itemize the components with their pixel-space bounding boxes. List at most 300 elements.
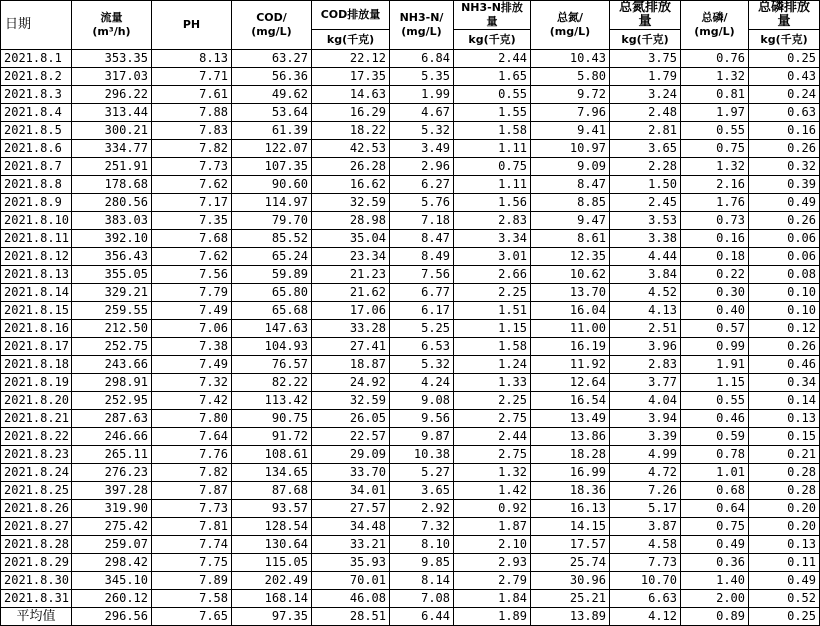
cell-nh3-load: 1.15 xyxy=(454,320,531,338)
average-nh3: 6.44 xyxy=(390,608,454,626)
cell-ph: 7.35 xyxy=(152,212,232,230)
cell-date: 2021.8.2 xyxy=(1,68,72,86)
cell-tn: 11.00 xyxy=(531,320,610,338)
cell-nh3: 1.99 xyxy=(390,86,454,104)
average-ph: 7.65 xyxy=(152,608,232,626)
cell-nh3-load: 1.84 xyxy=(454,590,531,608)
table-row xyxy=(1,302,820,320)
cell-nh3: 3.49 xyxy=(390,140,454,158)
cell-ph: 7.58 xyxy=(152,590,232,608)
cell-ph: 7.49 xyxy=(152,302,232,320)
cell-cod: 115.05 xyxy=(232,554,312,572)
average-cod-load: 28.51 xyxy=(312,608,390,626)
cell-nh3: 10.38 xyxy=(390,446,454,464)
table-row xyxy=(1,428,820,446)
cell-flow: 260.12 xyxy=(72,590,152,608)
cell-cod-load: 29.09 xyxy=(312,446,390,464)
cell-nh3-load: 2.25 xyxy=(454,284,531,302)
cell-cod: 128.54 xyxy=(232,518,312,536)
cell-tp-load: 0.16 xyxy=(749,122,820,140)
cell-tp: 1.76 xyxy=(681,194,749,212)
cell-tp-load: 0.32 xyxy=(749,158,820,176)
cell-nh3: 5.27 xyxy=(390,464,454,482)
cell-date: 2021.8.29 xyxy=(1,554,72,572)
average-tp-load: 0.25 xyxy=(749,608,820,626)
cell-tn: 13.70 xyxy=(531,284,610,302)
cell-cod-load: 32.59 xyxy=(312,194,390,212)
cell-tp: 0.99 xyxy=(681,338,749,356)
table-header xyxy=(1,1,820,50)
cell-date: 2021.8.3 xyxy=(1,86,72,104)
cell-nh3: 2.92 xyxy=(390,500,454,518)
cell-flow: 275.42 xyxy=(72,518,152,536)
cell-tp-load: 0.10 xyxy=(749,284,820,302)
header-cod-load: COD排放量 xyxy=(312,1,390,30)
cell-cod-load: 42.53 xyxy=(312,140,390,158)
header-nh3-label: NH3-N/ xyxy=(399,11,444,24)
table-row xyxy=(1,518,820,536)
cell-date: 2021.8.20 xyxy=(1,392,72,410)
cell-tn-load: 4.13 xyxy=(610,302,681,320)
cell-cod: 202.49 xyxy=(232,572,312,590)
table-row xyxy=(1,68,820,86)
cell-nh3-load: 2.93 xyxy=(454,554,531,572)
cell-flow: 298.42 xyxy=(72,554,152,572)
cell-tp-load: 0.49 xyxy=(749,194,820,212)
cell-cod: 63.27 xyxy=(232,50,312,68)
cell-tn-load: 3.38 xyxy=(610,230,681,248)
cell-tn-load: 7.73 xyxy=(610,554,681,572)
cell-cod-load: 33.28 xyxy=(312,320,390,338)
cell-flow: 392.10 xyxy=(72,230,152,248)
cell-tp: 0.22 xyxy=(681,266,749,284)
cell-date: 2021.8.4 xyxy=(1,104,72,122)
table-row xyxy=(1,104,820,122)
table-row xyxy=(1,590,820,608)
cell-nh3: 5.35 xyxy=(390,68,454,86)
cell-cod: 76.57 xyxy=(232,356,312,374)
header-cod-label: COD/ xyxy=(256,11,287,24)
cell-date: 2021.8.25 xyxy=(1,482,72,500)
cell-nh3-load: 2.66 xyxy=(454,266,531,284)
cell-cod-load: 34.48 xyxy=(312,518,390,536)
cell-tp-load: 0.52 xyxy=(749,590,820,608)
cell-tn-load: 2.28 xyxy=(610,158,681,176)
cell-cod: 49.62 xyxy=(232,86,312,104)
cell-nh3: 8.14 xyxy=(390,572,454,590)
cell-cod-load: 16.29 xyxy=(312,104,390,122)
cell-flow: 319.90 xyxy=(72,500,152,518)
table-row xyxy=(1,86,820,104)
table-row xyxy=(1,464,820,482)
table-row xyxy=(1,158,820,176)
cell-tp-load: 0.39 xyxy=(749,176,820,194)
cell-date: 2021.8.22 xyxy=(1,428,72,446)
cell-cod-load: 27.41 xyxy=(312,338,390,356)
header-date: 日期 xyxy=(1,1,72,50)
cell-nh3-load: 2.44 xyxy=(454,428,531,446)
cell-cod-load: 21.23 xyxy=(312,266,390,284)
cell-ph: 7.73 xyxy=(152,158,232,176)
cell-tn: 9.47 xyxy=(531,212,610,230)
cell-cod: 87.68 xyxy=(232,482,312,500)
cell-cod: 113.42 xyxy=(232,392,312,410)
cell-date: 2021.8.19 xyxy=(1,374,72,392)
header-flow xyxy=(72,1,152,50)
cell-tp-load: 0.34 xyxy=(749,374,820,392)
cell-tp-load: 0.13 xyxy=(749,410,820,428)
cell-nh3-load: 1.24 xyxy=(454,356,531,374)
cell-tn: 18.28 xyxy=(531,446,610,464)
cell-tn-load: 4.44 xyxy=(610,248,681,266)
cell-nh3: 9.87 xyxy=(390,428,454,446)
cell-date: 2021.8.27 xyxy=(1,518,72,536)
average-cod: 97.35 xyxy=(232,608,312,626)
cell-flow: 298.91 xyxy=(72,374,152,392)
cell-cod: 90.60 xyxy=(232,176,312,194)
cell-date: 2021.8.23 xyxy=(1,446,72,464)
cell-ph: 7.73 xyxy=(152,500,232,518)
header-tn-load: 总氮排放量 xyxy=(610,1,681,30)
cell-cod-load: 70.01 xyxy=(312,572,390,590)
cell-tp: 0.59 xyxy=(681,428,749,446)
table-row xyxy=(1,572,820,590)
cell-tn: 11.92 xyxy=(531,356,610,374)
cell-date: 2021.8.28 xyxy=(1,536,72,554)
cell-ph: 7.32 xyxy=(152,374,232,392)
cell-tp-load: 0.26 xyxy=(749,212,820,230)
cell-flow: 243.66 xyxy=(72,356,152,374)
cell-cod: 134.65 xyxy=(232,464,312,482)
cell-cod: 65.68 xyxy=(232,302,312,320)
cell-nh3: 5.32 xyxy=(390,356,454,374)
cell-nh3: 5.76 xyxy=(390,194,454,212)
table-row xyxy=(1,320,820,338)
cell-nh3: 5.32 xyxy=(390,122,454,140)
table-body xyxy=(1,50,820,626)
cell-cod: 90.75 xyxy=(232,410,312,428)
header-tn-label: 总氮/ xyxy=(556,11,584,24)
cell-cod: 53.64 xyxy=(232,104,312,122)
cell-nh3-load: 2.10 xyxy=(454,536,531,554)
cell-nh3: 9.85 xyxy=(390,554,454,572)
cell-tp: 1.97 xyxy=(681,104,749,122)
cell-tn: 7.96 xyxy=(531,104,610,122)
cell-ph: 7.49 xyxy=(152,356,232,374)
cell-cod-load: 16.62 xyxy=(312,176,390,194)
cell-ph: 7.79 xyxy=(152,284,232,302)
cell-tp-load: 0.46 xyxy=(749,356,820,374)
cell-tp-load: 0.28 xyxy=(749,482,820,500)
cell-nh3: 8.49 xyxy=(390,248,454,266)
cell-nh3: 6.27 xyxy=(390,176,454,194)
cell-tn: 16.54 xyxy=(531,392,610,410)
header-tn xyxy=(531,1,610,50)
cell-nh3-load: 2.79 xyxy=(454,572,531,590)
cell-tp: 1.32 xyxy=(681,68,749,86)
cell-tn: 10.62 xyxy=(531,266,610,284)
cell-tn: 13.86 xyxy=(531,428,610,446)
cell-cod: 91.72 xyxy=(232,428,312,446)
cell-flow: 383.03 xyxy=(72,212,152,230)
cell-ph: 8.13 xyxy=(152,50,232,68)
cell-cod: 61.39 xyxy=(232,122,312,140)
cell-flow: 334.77 xyxy=(72,140,152,158)
cell-tn-load: 3.84 xyxy=(610,266,681,284)
header-tp-load-unit: kg(千克) xyxy=(749,30,820,50)
cell-tp: 0.40 xyxy=(681,302,749,320)
cell-tp-load: 0.08 xyxy=(749,266,820,284)
cell-flow: 280.56 xyxy=(72,194,152,212)
cell-tn-load: 2.81 xyxy=(610,122,681,140)
cell-ph: 7.64 xyxy=(152,428,232,446)
cell-nh3: 8.10 xyxy=(390,536,454,554)
cell-tp: 0.30 xyxy=(681,284,749,302)
cell-tp: 0.57 xyxy=(681,320,749,338)
cell-tp: 2.00 xyxy=(681,590,749,608)
cell-cod: 65.80 xyxy=(232,284,312,302)
cell-tp-load: 0.06 xyxy=(749,248,820,266)
cell-flow: 329.21 xyxy=(72,284,152,302)
cell-tp: 1.91 xyxy=(681,356,749,374)
cell-tn-load: 2.45 xyxy=(610,194,681,212)
cell-nh3-load: 2.75 xyxy=(454,446,531,464)
cell-tn: 9.09 xyxy=(531,158,610,176)
header-tn-unit: (mg/L) xyxy=(549,25,591,38)
cell-flow: 178.68 xyxy=(72,176,152,194)
cell-date: 2021.8.12 xyxy=(1,248,72,266)
cell-tp-load: 0.21 xyxy=(749,446,820,464)
cell-nh3: 7.08 xyxy=(390,590,454,608)
cell-flow: 300.21 xyxy=(72,122,152,140)
cell-cod-load: 33.21 xyxy=(312,536,390,554)
cell-nh3-load: 0.75 xyxy=(454,158,531,176)
cell-tn: 13.49 xyxy=(531,410,610,428)
cell-flow: 246.66 xyxy=(72,428,152,446)
cell-nh3-load: 3.01 xyxy=(454,248,531,266)
cell-date: 2021.8.17 xyxy=(1,338,72,356)
cell-nh3: 4.67 xyxy=(390,104,454,122)
cell-cod-load: 33.70 xyxy=(312,464,390,482)
cell-tp-load: 0.49 xyxy=(749,572,820,590)
cell-nh3: 9.56 xyxy=(390,410,454,428)
cell-cod: 93.57 xyxy=(232,500,312,518)
cell-tp-load: 0.63 xyxy=(749,104,820,122)
cell-tn-load: 4.04 xyxy=(610,392,681,410)
cell-tn-load: 3.96 xyxy=(610,338,681,356)
cell-flow: 251.91 xyxy=(72,158,152,176)
cell-tn: 12.64 xyxy=(531,374,610,392)
cell-flow: 353.35 xyxy=(72,50,152,68)
average-tp: 0.89 xyxy=(681,608,749,626)
cell-tn-load: 2.51 xyxy=(610,320,681,338)
cell-tn-load: 3.24 xyxy=(610,86,681,104)
cell-tp-load: 0.25 xyxy=(749,50,820,68)
table-row xyxy=(1,374,820,392)
header-tp-load: 总磷排放量 xyxy=(749,1,820,30)
cell-ph: 7.82 xyxy=(152,140,232,158)
cell-flow: 252.75 xyxy=(72,338,152,356)
cell-cod: 56.36 xyxy=(232,68,312,86)
cell-cod-load: 35.93 xyxy=(312,554,390,572)
cell-ph: 7.62 xyxy=(152,248,232,266)
cell-tn: 9.41 xyxy=(531,122,610,140)
cell-date: 2021.8.7 xyxy=(1,158,72,176)
cell-tn-load: 3.87 xyxy=(610,518,681,536)
cell-date: 2021.8.14 xyxy=(1,284,72,302)
table-row xyxy=(1,482,820,500)
cell-flow: 259.07 xyxy=(72,536,152,554)
cell-nh3-load: 2.44 xyxy=(454,50,531,68)
cell-cod: 85.52 xyxy=(232,230,312,248)
cell-nh3: 6.53 xyxy=(390,338,454,356)
cell-tn-load: 1.79 xyxy=(610,68,681,86)
cell-tp: 0.16 xyxy=(681,230,749,248)
cell-tn-load: 6.63 xyxy=(610,590,681,608)
cell-ph: 7.89 xyxy=(152,572,232,590)
cell-flow: 265.11 xyxy=(72,446,152,464)
table-row xyxy=(1,500,820,518)
cell-cod-load: 34.01 xyxy=(312,482,390,500)
table-row xyxy=(1,230,820,248)
cell-ph: 7.38 xyxy=(152,338,232,356)
cell-tp: 0.55 xyxy=(681,122,749,140)
cell-tp: 0.46 xyxy=(681,410,749,428)
cell-nh3: 3.65 xyxy=(390,482,454,500)
cell-tp-load: 0.20 xyxy=(749,518,820,536)
cell-flow: 212.50 xyxy=(72,320,152,338)
cell-date: 2021.8.13 xyxy=(1,266,72,284)
cell-ph: 7.68 xyxy=(152,230,232,248)
cell-ph: 7.87 xyxy=(152,482,232,500)
cell-date: 2021.8.26 xyxy=(1,500,72,518)
cell-nh3-load: 1.55 xyxy=(454,104,531,122)
cell-tn-load: 3.75 xyxy=(610,50,681,68)
cell-nh3-load: 1.65 xyxy=(454,68,531,86)
cell-tp: 1.15 xyxy=(681,374,749,392)
cell-flow: 296.22 xyxy=(72,86,152,104)
cell-cod-load: 27.57 xyxy=(312,500,390,518)
cell-nh3-load: 1.87 xyxy=(454,518,531,536)
cell-cod-load: 14.63 xyxy=(312,86,390,104)
cell-tn-load: 3.65 xyxy=(610,140,681,158)
cell-nh3-load: 1.42 xyxy=(454,482,531,500)
cell-cod-load: 21.62 xyxy=(312,284,390,302)
cell-tp: 1.01 xyxy=(681,464,749,482)
cell-cod-load: 18.22 xyxy=(312,122,390,140)
cell-nh3-load: 1.58 xyxy=(454,338,531,356)
cell-cod-load: 22.12 xyxy=(312,50,390,68)
table-row xyxy=(1,338,820,356)
header-nh3-unit: (mg/L) xyxy=(401,25,442,38)
cell-date: 2021.8.30 xyxy=(1,572,72,590)
header-tn-load-unit: kg(千克) xyxy=(610,30,681,50)
cell-cod: 79.70 xyxy=(232,212,312,230)
cell-tp: 0.76 xyxy=(681,50,749,68)
cell-cod-load: 23.34 xyxy=(312,248,390,266)
header-flow-label: 流量 xyxy=(100,11,123,24)
cell-tn: 14.15 xyxy=(531,518,610,536)
cell-ph: 7.88 xyxy=(152,104,232,122)
cell-flow: 252.95 xyxy=(72,392,152,410)
table-row xyxy=(1,212,820,230)
cell-tp-load: 0.28 xyxy=(749,464,820,482)
table-row xyxy=(1,284,820,302)
cell-nh3-load: 1.11 xyxy=(454,140,531,158)
cell-flow: 345.10 xyxy=(72,572,152,590)
cell-ph: 7.61 xyxy=(152,86,232,104)
cell-tn: 8.61 xyxy=(531,230,610,248)
table-row xyxy=(1,446,820,464)
table-row xyxy=(1,266,820,284)
cell-tn-load: 5.17 xyxy=(610,500,681,518)
cell-date: 2021.8.24 xyxy=(1,464,72,482)
cell-tp-load: 0.12 xyxy=(749,320,820,338)
cell-nh3: 5.25 xyxy=(390,320,454,338)
header-nh3-load-unit: kg(千克) xyxy=(454,30,531,50)
cell-date: 2021.8.11 xyxy=(1,230,72,248)
cell-nh3-load: 2.25 xyxy=(454,392,531,410)
cell-ph: 7.76 xyxy=(152,446,232,464)
cell-cod: 130.64 xyxy=(232,536,312,554)
cell-tn-load: 4.52 xyxy=(610,284,681,302)
cell-tn: 8.47 xyxy=(531,176,610,194)
cell-flow: 287.63 xyxy=(72,410,152,428)
cell-tp: 0.55 xyxy=(681,392,749,410)
cell-nh3-load: 1.58 xyxy=(454,122,531,140)
cell-tp-load: 0.10 xyxy=(749,302,820,320)
cell-nh3-load: 1.11 xyxy=(454,176,531,194)
cell-date: 2021.8.16 xyxy=(1,320,72,338)
cell-tp: 0.49 xyxy=(681,536,749,554)
average-tn: 13.89 xyxy=(531,608,610,626)
cell-nh3-load: 1.51 xyxy=(454,302,531,320)
cell-ph: 7.82 xyxy=(152,464,232,482)
table-row xyxy=(1,356,820,374)
cell-cod-load: 26.05 xyxy=(312,410,390,428)
cell-nh3: 7.18 xyxy=(390,212,454,230)
cell-cod: 108.61 xyxy=(232,446,312,464)
cell-nh3-load: 0.92 xyxy=(454,500,531,518)
cell-date: 2021.8.9 xyxy=(1,194,72,212)
table-row xyxy=(1,176,820,194)
cell-nh3: 7.56 xyxy=(390,266,454,284)
cell-tn: 9.72 xyxy=(531,86,610,104)
cell-tp: 0.18 xyxy=(681,248,749,266)
cell-ph: 7.75 xyxy=(152,554,232,572)
cell-date: 2021.8.1 xyxy=(1,50,72,68)
cell-tn-load: 4.72 xyxy=(610,464,681,482)
cell-tp-load: 0.13 xyxy=(749,536,820,554)
cell-ph: 7.71 xyxy=(152,68,232,86)
cell-nh3: 4.24 xyxy=(390,374,454,392)
cell-tp-load: 0.15 xyxy=(749,428,820,446)
cell-ph: 7.74 xyxy=(152,536,232,554)
table-row xyxy=(1,194,820,212)
cell-tp-load: 0.24 xyxy=(749,86,820,104)
average-row xyxy=(1,608,820,626)
table-row xyxy=(1,392,820,410)
cell-tn: 8.85 xyxy=(531,194,610,212)
cell-tp-load: 0.06 xyxy=(749,230,820,248)
cell-ph: 7.83 xyxy=(152,122,232,140)
cell-cod-load: 22.57 xyxy=(312,428,390,446)
cell-tn: 12.35 xyxy=(531,248,610,266)
cell-tn: 10.43 xyxy=(531,50,610,68)
table-row xyxy=(1,410,820,428)
header-cod-unit: (mg/L) xyxy=(251,25,292,38)
cell-cod: 65.24 xyxy=(232,248,312,266)
